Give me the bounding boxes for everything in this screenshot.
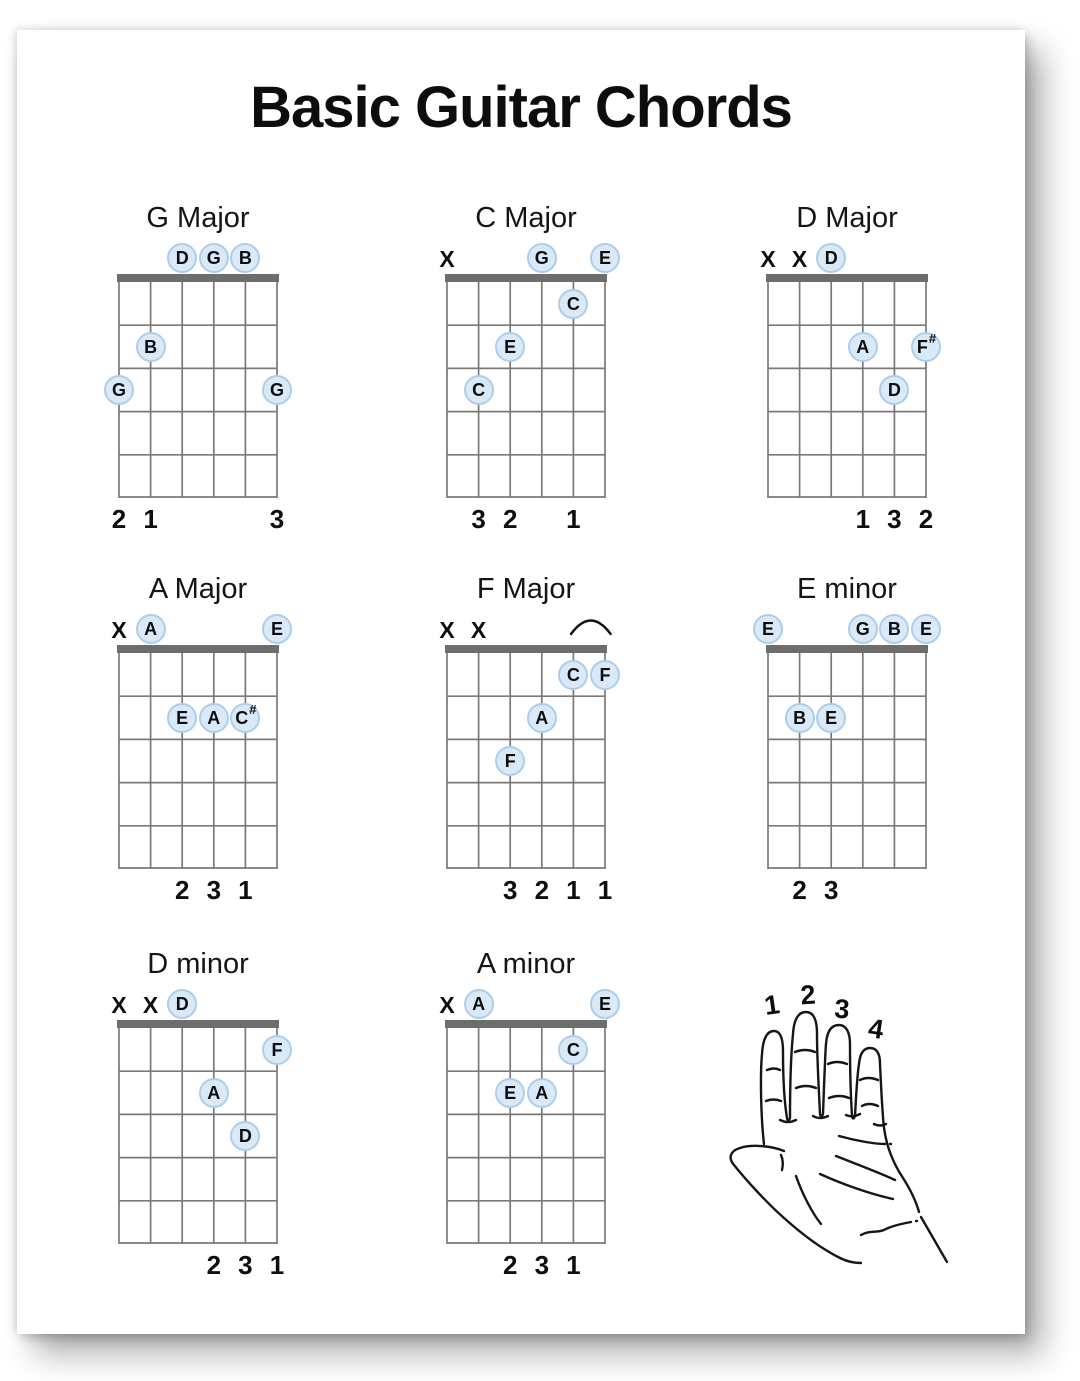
- chord-title: D minor: [147, 948, 249, 980]
- finger-number: 2: [534, 875, 550, 905]
- fret-note-circle: C: [558, 1035, 588, 1065]
- nut-bar: [766, 274, 928, 282]
- finger-number: 1: [566, 875, 581, 905]
- muted-string-x-icon: X: [111, 992, 127, 1018]
- chord-diagram-g-major: [74, 202, 322, 547]
- chord-diagram-d-minor: [74, 948, 322, 1293]
- muted-string-x-icon: X: [142, 992, 159, 1018]
- finger-number: 1: [269, 1250, 285, 1280]
- chord-title: E minor: [797, 573, 897, 605]
- fret-note-circle: C: [558, 660, 588, 690]
- fret-note-circle: A: [527, 1078, 557, 1108]
- nut-bar: [445, 1020, 607, 1028]
- muted-string-x-icon: X: [760, 246, 776, 272]
- open-note-circle: D: [167, 989, 197, 1019]
- finger-number: 1: [143, 504, 158, 534]
- nut-bar: [117, 274, 279, 282]
- open-note-circle: G: [848, 614, 878, 644]
- open-note-circle: E: [590, 243, 620, 273]
- chord-title: F Major: [476, 573, 576, 605]
- fret-note-circle: F: [590, 660, 620, 690]
- chord-diagram-f-major: [402, 573, 650, 918]
- fret-note-circle: B: [785, 703, 815, 733]
- open-note-circle: E: [590, 989, 620, 1019]
- chord-diagram-d-major: [723, 202, 971, 547]
- chord-title: D Major: [796, 202, 898, 234]
- chord-title: A minor: [476, 948, 576, 980]
- fret-note-circle: A: [848, 332, 878, 362]
- open-note-circle: A: [464, 989, 494, 1019]
- finger-number: 3: [206, 875, 222, 905]
- finger-number: 1: [566, 504, 581, 534]
- finger-number: 1: [238, 875, 253, 905]
- finger-number: 2: [792, 875, 807, 905]
- fret-note-circle: E: [495, 1078, 525, 1108]
- finger-number: 3: [823, 875, 839, 905]
- barre-arc-icon: [568, 615, 614, 637]
- finger-number: 3: [887, 504, 902, 534]
- fret-note-circle: C #: [230, 703, 260, 733]
- finger-number: 1: [597, 875, 613, 905]
- fret-note-circle: A: [199, 1078, 229, 1108]
- fret-note-circle: G: [104, 375, 134, 405]
- finger-number: 3: [238, 1250, 253, 1280]
- finger-number: 2: [502, 504, 518, 534]
- nut-bar: [445, 645, 607, 653]
- page-title: Basic Guitar Chords: [250, 75, 792, 140]
- nut-bar: [117, 1020, 279, 1028]
- chord-diagram-a-major: [74, 573, 322, 918]
- fret-note-circle: E: [167, 703, 197, 733]
- hand-finger-number-1: 1: [762, 989, 782, 1021]
- muted-string-x-icon: X: [111, 617, 127, 643]
- nut-bar: [117, 645, 279, 653]
- fret-note-circle: C: [558, 289, 588, 319]
- finger-number: 2: [206, 1250, 222, 1280]
- fret-note-circle: F: [262, 1035, 292, 1065]
- fret-grid: [118, 653, 279, 871]
- fret-note-circle: E: [816, 703, 846, 733]
- chord-diagram-a-minor: [402, 948, 650, 1293]
- muted-string-x-icon: X: [439, 617, 455, 643]
- muted-string-x-icon: X: [470, 617, 487, 643]
- nut-bar: [445, 274, 607, 282]
- open-note-circle: D: [816, 243, 846, 273]
- fret-note-circle: A: [199, 703, 229, 733]
- open-note-circle: B: [879, 614, 909, 644]
- open-note-circle: D: [167, 243, 197, 273]
- fret-note-circle: D: [879, 375, 909, 405]
- hand-illustration: [718, 958, 1008, 1298]
- open-note-circle: B: [230, 243, 260, 273]
- fret-grid: [118, 282, 279, 500]
- muted-string-x-icon: X: [439, 246, 455, 272]
- finger-number: 3: [534, 1250, 550, 1280]
- finger-number: 2: [174, 875, 190, 905]
- finger-number: 1: [855, 504, 871, 534]
- muted-string-x-icon: X: [439, 992, 455, 1018]
- fret-grid: [767, 653, 928, 871]
- fret-note-circle: G: [262, 375, 292, 405]
- sharp-symbol: #: [928, 331, 937, 347]
- open-note-circle: E: [262, 614, 292, 644]
- open-note-circle: E: [911, 614, 941, 644]
- finger-number: 3: [471, 504, 486, 534]
- muted-string-x-icon: X: [791, 246, 808, 272]
- fret-note-circle: B: [136, 332, 166, 362]
- finger-number: 2: [111, 504, 127, 534]
- finger-number: 3: [502, 875, 518, 905]
- fret-note-circle: F #: [911, 332, 941, 362]
- chord-diagram-c-major: [402, 202, 650, 547]
- sharp-symbol: #: [249, 702, 257, 718]
- open-note-circle: G: [199, 243, 229, 273]
- chord-title: C Major: [475, 202, 577, 234]
- finger-number: 2: [918, 504, 934, 534]
- fret-note-circle: E: [495, 332, 525, 362]
- finger-number: 3: [269, 504, 285, 534]
- nut-bar: [766, 645, 928, 653]
- open-note-circle: E: [753, 614, 783, 644]
- chord-title: A Major: [148, 573, 248, 605]
- hand-finger-number-4: 4: [866, 1013, 886, 1045]
- chord-title: G Major: [146, 202, 250, 234]
- hand-finger-number-2: 2: [799, 979, 817, 1011]
- open-note-circle: G: [527, 243, 557, 273]
- open-note-circle: A: [136, 614, 166, 644]
- fret-note-circle: D: [230, 1121, 260, 1151]
- chord-diagram-e-minor: [723, 573, 971, 918]
- fret-note-circle: C: [464, 375, 494, 405]
- finger-number: 2: [502, 1250, 518, 1280]
- fret-note-circle: A: [527, 703, 557, 733]
- finger-number: 1: [566, 1250, 581, 1280]
- hand-finger-number-3: 3: [833, 993, 851, 1025]
- fret-note-circle: F: [495, 746, 525, 776]
